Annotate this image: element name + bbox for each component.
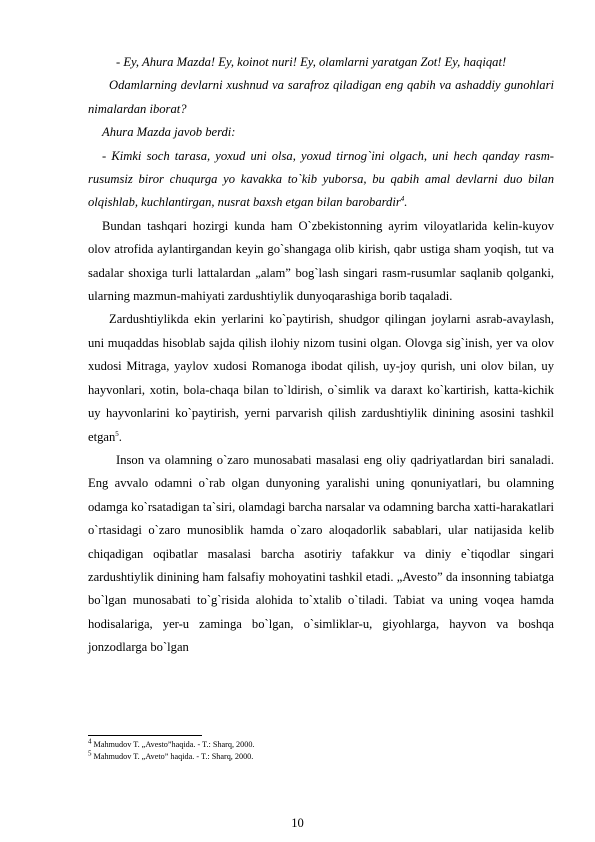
footnote-ref-4: 4 <box>400 195 405 204</box>
answer-text: - Kimki soch tarasa, yoxud uni olsa, yoxud tirnog`ini olgach, uni hech qanday rasm-rusumsiz biror chuqurga yo kavakka to`kib yuborsa, bu qabih amal devlarni duo bilan olqishlab, kuchlantirgan, nusrat baxsh etgan bilan barobardir <box>88 148 554 210</box>
prayer-paragraph: - Ey, Ahura Mazda! Ey, koinot nuri! Ey, olamlarni yaratgan Zot! Ey, haqiqat! <box>116 55 507 69</box>
human-nature-paragraph: Inson va olamning o`zaro munosabati masalasi eng oliy qadriyatlardan biri sanaladi. Eng avvalo odamni o`rab olgan dunyoning yaralishi uning qonuniyatlari, bu olamning odamga ko`rsatadigan ta`siri, olamdagi barcha narsalar va odamning barcha xatti-harakatlari o`rtasidagi o`zaro munosiblik hamda o`zaro aloqadorlik sabablari, ular natijasida kelib chiqadigan oqibatlar masalasi barcha asotiriy tafakkur va diniy e`tiqodlar singari zardushtiylik dinining ham falsafiy mohoyatini tashkil etadi. „Avesto” da insonning tabiatga bo`lgan munosabati to`g`risida alohida to`xtalib o`tiladi. Tabiat va uning voqea hamda hodisalariga, yer-u zaminga bo`lgan, o`simliklar-u, giyohlarga, hayvon va boshqa jonzodlarga bo`lgan <box>88 452 554 655</box>
footnote-number: 5 <box>88 748 92 757</box>
page-number: 10 <box>291 816 304 830</box>
rituals-paragraph: Bundan tashqari hozirgi kunda ham O`zbekistonning ayrim viloyatlarida kelin-kuyov olov atrofida aylantirgandan keyin go`shangaga olib kirish, qabr ustiga sham yoqish, tut va sadalar shoxiga turli lattalardan „alam” bog`lash singari rasm-rusumlar saqlanib qolganki, ularning mazmun-mahiyati zardushtiylik dunyoqarashiga borib taqaladi. <box>88 218 554 304</box>
zoroastrianism-text: Zardushtiylikda ekin yerlarini ko`paytirish, shudgor qilingan joylarni asrab-avaylash, uni muqaddas hisoblab sajda qilish ilohiy nizom tusini olgan. Olovga sig`inish, yer va olov xudosi Mitraga, yaylov xudosi Romanoga ibodat qilish, uy-joy qurish, uni olov bilan, uy hayvonlari, xotin, bola-chaqa bilan to`ldirish, o`simlik va daraxt ko`kartirish, katta-kichik uy hayvonlarini ko`paytirish, yerni parvarish qilish zardushtiylik dinining asosini tashkil etgan <box>88 312 554 444</box>
footnote-ref-5: 5 <box>115 429 119 438</box>
question-paragraph: Odamlarning devlarni xushnud va sarafroz qiladigan eng qabih va ashaddiy gunohlari nimalardan iborat? <box>88 78 554 116</box>
footnote-number: 4 <box>88 737 92 746</box>
footnote-text: Mahmudov T. „Avesto”haqida. - T.: Sharq, 2000. <box>93 740 255 749</box>
body-text <box>88 51 554 660</box>
footnotes <box>88 739 554 762</box>
footnote-text: Mahmudov T. „Aveto” haqida. - T.: Sharq, 2000. <box>93 751 254 761</box>
footnote-5 <box>88 748 554 763</box>
answer-intro-paragraph: Ahura Mazda javob berdi: <box>102 125 236 140</box>
answer-paragraph: - Kimki soch tarasa, yoxud uni olsa, yoxud tirnog`ini olgach, uni hech qanday rasm-rusumsiz biror chuqurga yo kavakka to`kib yuborsa, bu qabih amal devlarni duo bilan olqishlab, kuchlantirgan, nusrat baxsh etgan bilan barobardir$^4$. <box>88 148 554 210</box>
footnote-4 <box>88 739 554 751</box>
zoroastrianism-paragraph: Zardushtiylikda ekin yerlarini ko`paytirish, shudgor qilingan joylarni asrab-avaylash, uni muqaddas hisoblab sajda qilish ilohiy nizom tusini olgan. Olovga sig`inish, yer va olov xudosi Mitraga, yaylov xudosi Romanoga ibodat qilish, uy-joy qurish, uni olov bilan, uy hayvonlari, xotin, bola-chaqa bilan to`ldirish, o`simlik va daraxt ko`kartirish, katta-kichik uy hayvonlarini ko`paytirish, yerni parvarish qilish zardushtiylik dinining asosini tashkil etgan$^5$. <box>88 312 554 444</box>
footnote-separator <box>88 735 202 736</box>
